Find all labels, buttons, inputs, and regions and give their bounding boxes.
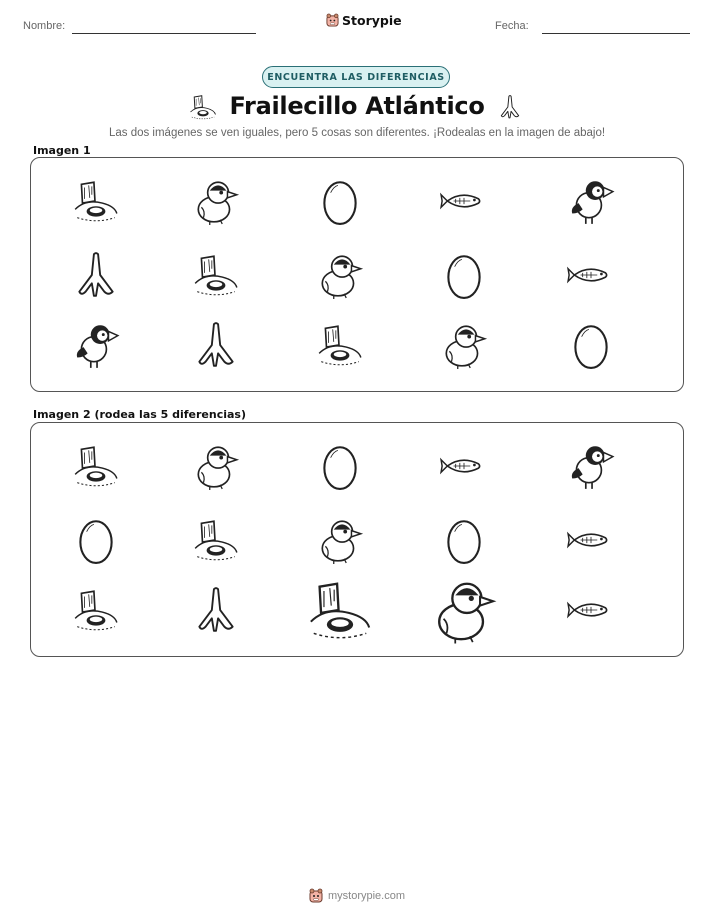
egg-icon <box>439 250 489 300</box>
chick-icon[interactable] <box>191 441 241 491</box>
footer-site: mystorypie.com <box>327 890 406 902</box>
activity-badge: ENCUENTRA LAS DIFERENCIAS <box>262 66 450 88</box>
page-title: Frailecillo Atlántico <box>229 92 485 120</box>
egg-icon <box>566 320 616 370</box>
burrow-icon <box>315 320 365 370</box>
image1-label: Imagen 1 <box>33 144 91 157</box>
image1-panel <box>30 157 684 392</box>
footprint-icon[interactable] <box>191 585 241 635</box>
fish-icon[interactable] <box>566 515 616 565</box>
egg-icon[interactable] <box>439 515 489 565</box>
image2-panel[interactable] <box>30 422 684 657</box>
burrow-icon <box>71 176 121 226</box>
footprint-icon <box>497 92 523 122</box>
burrow-icon[interactable] <box>71 585 121 635</box>
name-field[interactable] <box>72 33 256 34</box>
chick-icon <box>315 250 365 300</box>
burrow-icon <box>191 250 241 300</box>
mascot-icon <box>326 13 339 28</box>
footprint-icon <box>191 320 241 370</box>
brand-name: Storypie <box>342 13 402 28</box>
date-field[interactable] <box>542 33 690 34</box>
name-label: Nombre: <box>23 20 66 32</box>
chick-icon <box>191 176 241 226</box>
chick-icon <box>439 320 489 370</box>
chick-icon[interactable] <box>429 575 499 645</box>
puffin-icon <box>71 320 121 370</box>
burrow-icon[interactable] <box>305 575 375 645</box>
burrow-icon[interactable] <box>191 515 241 565</box>
footer <box>0 888 714 904</box>
footprint-icon <box>71 250 121 300</box>
egg-icon <box>315 176 365 226</box>
fish-icon[interactable] <box>566 585 616 635</box>
date-label: Fecha: <box>495 20 529 32</box>
instructions: Las dos imágenes se ven iguales, pero 5 cosas son diferentes. ¡Rodealas en la imagen de abajo! <box>108 127 606 139</box>
egg-icon[interactable] <box>71 515 121 565</box>
burrow-icon[interactable] <box>71 441 121 491</box>
puffin-icon <box>566 176 616 226</box>
fish-icon <box>566 250 616 300</box>
mascot-icon <box>309 888 323 904</box>
fish-icon[interactable] <box>439 441 489 491</box>
egg-icon[interactable] <box>315 441 365 491</box>
chick-icon[interactable] <box>315 515 365 565</box>
puffin-icon[interactable] <box>566 441 616 491</box>
brand-logo <box>326 13 402 28</box>
fish-icon <box>439 176 489 226</box>
image2-label: Imagen 2 (rodea las 5 diferencias) <box>33 408 247 421</box>
